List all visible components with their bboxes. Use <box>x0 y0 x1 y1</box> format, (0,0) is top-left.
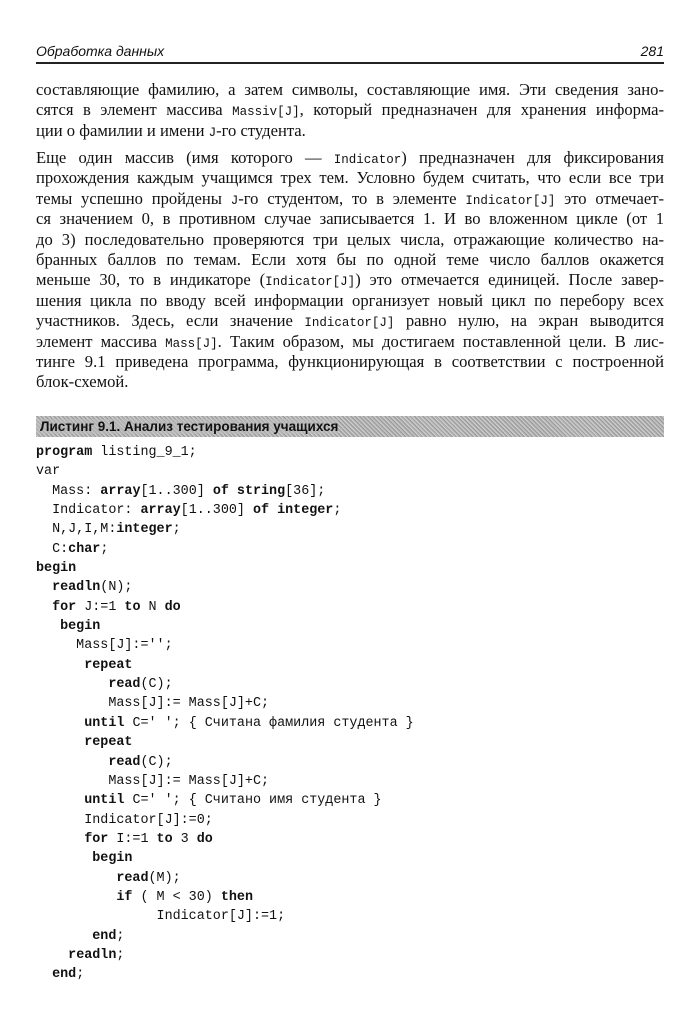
inline-code: Indicator[J] <box>265 275 356 290</box>
page-number: 281 <box>640 43 664 59</box>
text-segment: var <box>36 464 61 480</box>
keyword: do <box>164 599 181 615</box>
text-segment: меньше 30, то в индикаторе ( <box>36 270 266 290</box>
code-line <box>36 617 414 636</box>
code-line <box>36 849 414 868</box>
text-line <box>36 121 664 141</box>
code-line <box>36 907 414 926</box>
inline-code: Massiv[J] <box>232 105 300 120</box>
text-line <box>36 100 664 120</box>
text-segment: ся значением 0, в противном случае записывается 1. И во вложенном цикле (от 1 <box>36 209 664 229</box>
text-segment: J:=1 <box>76 599 125 615</box>
text-segment: (C); <box>140 677 173 693</box>
keyword: end <box>92 928 117 944</box>
text-segment: ; <box>333 503 342 519</box>
code-line <box>36 578 414 597</box>
text-segment <box>36 755 108 770</box>
text-segment <box>36 832 84 847</box>
text-line <box>36 80 664 100</box>
text-line <box>36 332 664 352</box>
keyword: readln <box>68 947 117 963</box>
code-line <box>36 753 414 772</box>
text-segment: C=' '; { Считано имя студента } <box>124 793 382 809</box>
text-segment: до 3) последовательно проверяются три целых числа, отражающие количество на- <box>36 229 664 249</box>
text-segment: N,J,I,M: <box>36 522 117 538</box>
text-segment: составляющие фамилию, а затем символы, составляющие имя. Эти сведения зано- <box>36 80 664 99</box>
text-segment: listing_9_1; <box>92 445 197 460</box>
keyword: begin <box>60 619 101 635</box>
code-line <box>36 656 414 675</box>
code-line <box>36 965 414 984</box>
keyword: char <box>68 541 101 557</box>
code-line <box>36 694 414 713</box>
code-line <box>36 501 414 520</box>
text-segment: ; <box>100 541 109 557</box>
text-segment: участников. Здесь, если значение <box>36 311 305 331</box>
text-segment: -го студента. <box>216 120 306 140</box>
keyword: of string <box>212 483 286 499</box>
text-segment: -го студентом, то в элементе <box>238 188 466 208</box>
text-segment: темы успешно пройдены <box>36 188 231 208</box>
keyword: program <box>36 445 93 460</box>
listing-title: Листинг 9.1. Анализ тестирования учащихся <box>36 419 338 434</box>
inline-code: J <box>208 125 217 140</box>
text-segment: C: <box>36 541 69 557</box>
text-segment: ) это отмечается единицей. После завер- <box>355 270 664 290</box>
text-line <box>36 291 664 311</box>
text-segment: бранных баллов по темам. Если хотя бы по одной теме число баллов окажется <box>36 249 664 269</box>
code-line <box>36 927 414 946</box>
code-line <box>36 714 414 733</box>
keyword: end <box>52 967 77 983</box>
text-segment: , который предназначен для хранения информа- <box>299 100 664 120</box>
code-line <box>36 559 414 578</box>
text-segment <box>36 871 116 886</box>
text-segment <box>36 600 52 615</box>
text-segment <box>36 851 92 866</box>
keyword: integer <box>116 522 173 538</box>
code-line <box>36 520 414 539</box>
text-segment <box>36 890 116 905</box>
text-segment <box>36 735 84 750</box>
inline-code: Indicator[J] <box>304 316 395 331</box>
keyword: readln <box>52 580 101 596</box>
text-segment: [36]; <box>285 483 326 499</box>
code-line <box>36 869 414 888</box>
text-line <box>36 270 664 290</box>
text-segment: это отмечает- <box>555 188 665 208</box>
keyword: for <box>52 599 77 615</box>
keyword: to <box>124 599 141 615</box>
text-segment: (N); <box>100 580 133 596</box>
keyword: to <box>156 831 173 847</box>
keyword: repeat <box>84 657 133 673</box>
text-segment: прохождения каждым учащимся трех тем. Условно будем считать, что если все три <box>36 168 664 188</box>
text-line <box>36 311 664 331</box>
keyword: begin <box>92 851 133 867</box>
listing-caption <box>36 416 664 437</box>
paragraph-2 <box>36 148 664 393</box>
keyword: repeat <box>84 735 133 751</box>
code-listing <box>36 443 414 985</box>
text-segment: . Таким образом, мы достигаем поставленной цели. В лис- <box>217 331 665 351</box>
text-segment: Mass[J]:= Mass[J]+C; <box>36 696 270 712</box>
code-line <box>36 946 414 965</box>
keyword: read <box>108 754 141 770</box>
text-segment: ( M < 30) <box>132 889 221 905</box>
text-segment: C=' '; { Считана фамилия студента } <box>124 715 414 731</box>
inline-code: Indicator[J] <box>465 193 556 208</box>
text-segment: ; <box>76 967 85 983</box>
keyword: until <box>84 715 125 731</box>
text-segment: [1..300] <box>140 483 213 499</box>
text-segment: ; <box>172 522 181 538</box>
text-segment: Mass[J]:= Mass[J]+C; <box>36 773 270 789</box>
text-segment: (C); <box>140 754 173 770</box>
text-line <box>36 230 664 250</box>
text-segment <box>36 967 52 982</box>
text-segment <box>36 948 68 963</box>
text-segment <box>36 716 84 731</box>
text-segment: сятся в элемент массива <box>36 100 233 120</box>
code-line <box>36 540 414 559</box>
text-segment: ; <box>116 928 125 944</box>
text-segment <box>36 619 60 634</box>
text-segment: 3 <box>172 831 197 847</box>
text-line <box>36 189 664 209</box>
text-segment <box>36 658 84 673</box>
keyword: until <box>84 793 125 809</box>
text-line <box>36 148 664 168</box>
code-line <box>36 888 414 907</box>
keyword: then <box>220 889 253 905</box>
text-segment: Mass[J]:=''; <box>36 638 173 654</box>
paragraph-1 <box>36 80 664 141</box>
text-segment: равно нулю, на экран выводится <box>394 311 664 331</box>
section-title: Обработка данных <box>36 43 165 59</box>
text-segment: (M); <box>148 870 181 886</box>
code-line <box>36 462 414 481</box>
keyword: of integer <box>252 503 334 519</box>
text-line <box>36 352 664 372</box>
keyword: begin <box>36 561 77 577</box>
text-segment: шения цикла по вводу всей информации организует новый цикл по перебору всех <box>36 290 664 310</box>
text-segment: Indicator: <box>36 503 141 519</box>
text-segment: N <box>140 599 165 615</box>
text-line <box>36 209 664 229</box>
code-line <box>36 482 414 501</box>
code-line <box>36 598 414 617</box>
code-line <box>36 733 414 752</box>
text-segment: Indicator[J]:=1; <box>36 909 286 925</box>
text-segment: элемент массива <box>36 331 166 351</box>
text-segment: тинге 9.1 приведена программа, функционирующая в соответствии с построенной <box>36 351 664 371</box>
text-segment <box>36 793 84 808</box>
keyword: read <box>116 870 149 886</box>
code-line <box>36 772 414 791</box>
code-line <box>36 636 414 655</box>
text-segment: Indicator[J]:=0; <box>36 812 213 828</box>
code-line <box>36 443 414 462</box>
text-line <box>36 372 664 392</box>
code-line <box>36 811 414 830</box>
text-segment: [1..300] <box>180 503 253 519</box>
keyword: if <box>116 889 133 905</box>
text-segment: ; <box>116 947 125 963</box>
text-segment <box>36 677 108 692</box>
inline-code: Mass[J] <box>165 336 218 351</box>
keyword: array <box>140 503 181 519</box>
text-line <box>36 250 664 270</box>
text-segment: ) предназначен для фиксирования <box>401 148 665 167</box>
code-line <box>36 791 414 810</box>
text-segment: I:=1 <box>108 831 157 847</box>
text-segment <box>36 580 52 595</box>
code-line <box>36 830 414 849</box>
text-segment <box>36 929 92 944</box>
text-segment: Mass: <box>36 483 101 499</box>
inline-code: Indicator <box>333 153 402 167</box>
keyword: array <box>100 483 141 499</box>
keyword: read <box>108 677 141 693</box>
running-header <box>36 40 664 64</box>
text-line <box>36 168 664 188</box>
code-line <box>36 675 414 694</box>
text-segment: ции о фамилии и имени <box>36 120 209 140</box>
keyword: for <box>84 831 109 847</box>
text-segment: Еще один массив (имя которого — <box>36 148 334 167</box>
inline-code: J <box>230 193 239 208</box>
text-segment: блок-схемой. <box>36 372 129 392</box>
keyword: do <box>196 831 213 847</box>
